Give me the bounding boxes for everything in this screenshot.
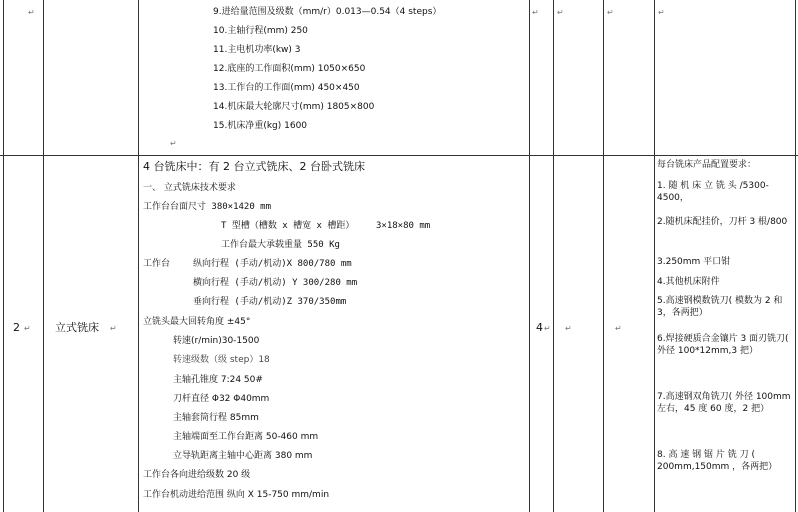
paragraph-mark: ↵ bbox=[544, 324, 551, 333]
paragraph-mark: ↵ bbox=[658, 8, 665, 17]
row-index: 2 bbox=[13, 321, 20, 334]
paragraph-mark: ↵ bbox=[615, 324, 622, 333]
spec-line: 立导轨距离主轴中心距离 380 mm bbox=[173, 451, 313, 461]
paragraph-mark: ↵ bbox=[565, 324, 572, 333]
spec-line: 3×18×80 mm bbox=[376, 221, 431, 231]
spec-line: 9.进给量范围及级数（mm/r）0.013—0.54（4 steps） bbox=[213, 7, 442, 17]
config-item-text: 4.其他机床附件 bbox=[657, 277, 720, 287]
config-item bbox=[657, 333, 793, 357]
spec-line: 纵向行程 (手动/机动)X 800/780 mm bbox=[193, 259, 352, 269]
spec-line: 工作台最大承载重量 550 Kg bbox=[221, 240, 340, 250]
spec-line: 工作台机动进给范围 纵向 X 15-750 mm/min bbox=[143, 490, 330, 500]
column-divider bbox=[529, 0, 530, 512]
config-item bbox=[657, 295, 793, 319]
column-divider bbox=[138, 0, 139, 512]
config-item-text: 8. 高 速 钢 锯 片 铣 刀 ( 200mm,150mm ，各两把） bbox=[657, 450, 778, 472]
spec-line: T 型槽（槽数 x 槽宽 x 槽距） bbox=[221, 221, 355, 231]
spec-line: 12.底座的工作面积(mm) 1050×650 bbox=[213, 64, 366, 74]
config-title: 每台铣床产品配置要求： bbox=[657, 160, 757, 170]
spec-line: 主轴孔锥度 7:24 50# bbox=[173, 375, 263, 385]
paragraph-mark: ↵ bbox=[557, 8, 564, 17]
paragraph-mark: ↵ bbox=[170, 139, 177, 148]
config-requirements bbox=[657, 159, 793, 171]
column-divider bbox=[654, 0, 655, 512]
spec-heading: 一、 立式铣床技术要求 bbox=[143, 183, 236, 193]
paragraph-mark: ↵ bbox=[532, 8, 539, 17]
paragraph-mark: ↵ bbox=[607, 8, 614, 17]
spec-line: 15.机床净重(kg) 1600 bbox=[213, 121, 308, 131]
column-divider bbox=[43, 0, 44, 512]
spec-line: 转速(r/min)30-1500 bbox=[173, 336, 260, 346]
spec-line: 主轴端面至工作台距离 50-460 mm bbox=[173, 432, 319, 442]
config-item bbox=[657, 449, 793, 473]
config-item-text: 3.250mm 平口钳 bbox=[657, 257, 731, 267]
spec-line: 立铣头最大回转角度 ±45° bbox=[143, 317, 251, 327]
spec-line: 工作台各向进给级数 20 级 bbox=[143, 470, 251, 480]
table-border-left bbox=[3, 0, 4, 512]
config-item-text: 7.高速钢双角铣刀( 外径 100mm 左右，45 度 60 度，2 把） bbox=[657, 392, 791, 414]
column-divider bbox=[553, 0, 554, 512]
paragraph-mark: ↵ bbox=[28, 8, 35, 17]
row-divider bbox=[0, 155, 798, 156]
config-item-text: 6.焊接硬质合金镶片 3 面刃铣刀( 外径 100*12mm,3 把） bbox=[657, 334, 789, 356]
quantity: 4 bbox=[536, 321, 543, 334]
config-item bbox=[657, 391, 793, 415]
spec-line: 14.机床最大轮廓尺寸(mm) 1805×800 bbox=[213, 102, 375, 112]
machine-name: 立式铣床 bbox=[55, 321, 99, 334]
spec-line: 13.工作台的工作面(mm) 450×450 bbox=[213, 83, 360, 93]
spec-line: 工作台台面尺寸 380×1420 mm bbox=[143, 202, 272, 212]
spec-intro: 4 台铣床中：有 2 台立式铣床、2 台卧式铣床 bbox=[143, 160, 365, 173]
config-item-text: 1. 随 机 床 立 铣 头 /5300-4500， bbox=[657, 181, 769, 203]
config-item-text: 5.高速钢模数铣刀( 模数为 2 和 3，各两把） bbox=[657, 296, 783, 318]
spec-line: 垂向行程 (手动/机动)Z 370/350mm bbox=[193, 297, 347, 307]
config-item bbox=[657, 276, 793, 288]
spec-line: 转速级数（级 step）18 bbox=[173, 355, 270, 365]
config-item bbox=[657, 180, 793, 204]
config-item-text: 2.随机床配挂价，刀杆 3 根/800 bbox=[657, 217, 788, 227]
spec-line: 10.主轴行程(mm) 250 bbox=[213, 26, 308, 36]
table-border-right bbox=[795, 0, 796, 512]
spec-line: 刀杆直径 Φ32 Φ40mm bbox=[173, 394, 270, 404]
spec-line: 横向行程 (手动/机动) Y 300/280 mm bbox=[193, 278, 358, 288]
spec-line: 主轴套筒行程 85mm bbox=[173, 413, 259, 423]
config-item bbox=[657, 256, 793, 268]
spec-line: 工作台 bbox=[143, 259, 171, 269]
config-item bbox=[657, 216, 793, 228]
spec-line: 11.主电机功率(kw) 3 bbox=[213, 45, 301, 55]
paragraph-mark: ↵ bbox=[110, 324, 117, 333]
column-divider bbox=[603, 0, 604, 512]
paragraph-mark: ↵ bbox=[24, 324, 31, 333]
